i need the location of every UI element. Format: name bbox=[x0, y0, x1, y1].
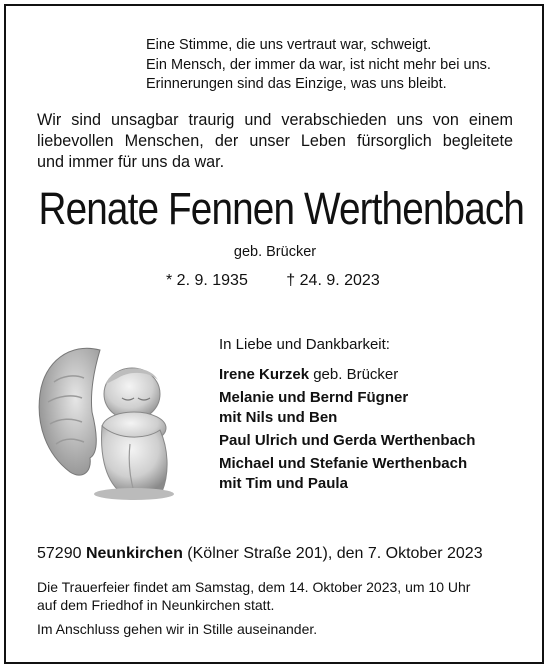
death-date: † 24. 9. 2023 bbox=[286, 272, 380, 289]
intro-line: Wir sind unsagbar traurig und verabschieden uns von einem bbox=[37, 111, 513, 129]
address-date: (Kölner Straße 201), den 7. Oktober 2023 bbox=[182, 545, 483, 562]
intro-line: und immer für uns da war. bbox=[37, 153, 225, 171]
birth-name: geb. Brücker bbox=[233, 244, 317, 260]
poem bbox=[146, 36, 491, 95]
deceased-name: Renate Fennen Werthenbach bbox=[38, 183, 525, 234]
intro-text bbox=[37, 110, 513, 173]
zip-code: 57290 bbox=[37, 545, 86, 562]
mourner-name: Melanie und Bernd Fügner bbox=[219, 389, 409, 406]
mourner-entry bbox=[219, 454, 475, 494]
angel-icon bbox=[30, 332, 180, 502]
service-info bbox=[37, 578, 470, 614]
poem-line: Ein Mensch, der immer da war, ist nicht mehr bei uns. bbox=[146, 56, 491, 73]
mourner-entry bbox=[219, 388, 475, 428]
closing-note: Im Anschluss gehen wir in Stille auseinander. bbox=[37, 621, 318, 637]
mourner-children: mit Tim und Paula bbox=[219, 475, 348, 492]
city: Neunkirchen bbox=[85, 545, 183, 562]
life-dates bbox=[166, 272, 380, 290]
service-line: Die Trauerfeier findet am Samstag, dem 14. Oktober 2023, um 10 Uhr bbox=[37, 579, 471, 595]
thanks-heading: In Liebe und Dankbarkeit: bbox=[219, 336, 390, 353]
place-date-line bbox=[37, 545, 483, 563]
service-line: auf dem Friedhof in Neunkirchen statt. bbox=[37, 597, 275, 613]
mourner-birth-name: geb. Brücker bbox=[309, 366, 399, 383]
mourner-name: Michael und Stefanie Werthenbach bbox=[219, 455, 468, 472]
poem-line: Erinnerungen sind das Einzige, was uns bleibt. bbox=[146, 76, 447, 92]
mourner-name: Irene Kurzek bbox=[219, 366, 310, 383]
mourners-list bbox=[219, 335, 475, 497]
intro-line: liebevollen Menschen, der unser Leben fürsorglich begleitete bbox=[37, 132, 513, 150]
poem-line: Eine Stimme, die uns vertraut war, schweigt. bbox=[146, 37, 432, 53]
mourner-entry bbox=[219, 365, 475, 385]
mourner-entry: Paul Ulrich und Gerda Werthenbach bbox=[219, 432, 476, 449]
mourner-children: mit Nils und Ben bbox=[219, 409, 338, 426]
birth-date: * 2. 9. 1935 bbox=[166, 272, 248, 289]
